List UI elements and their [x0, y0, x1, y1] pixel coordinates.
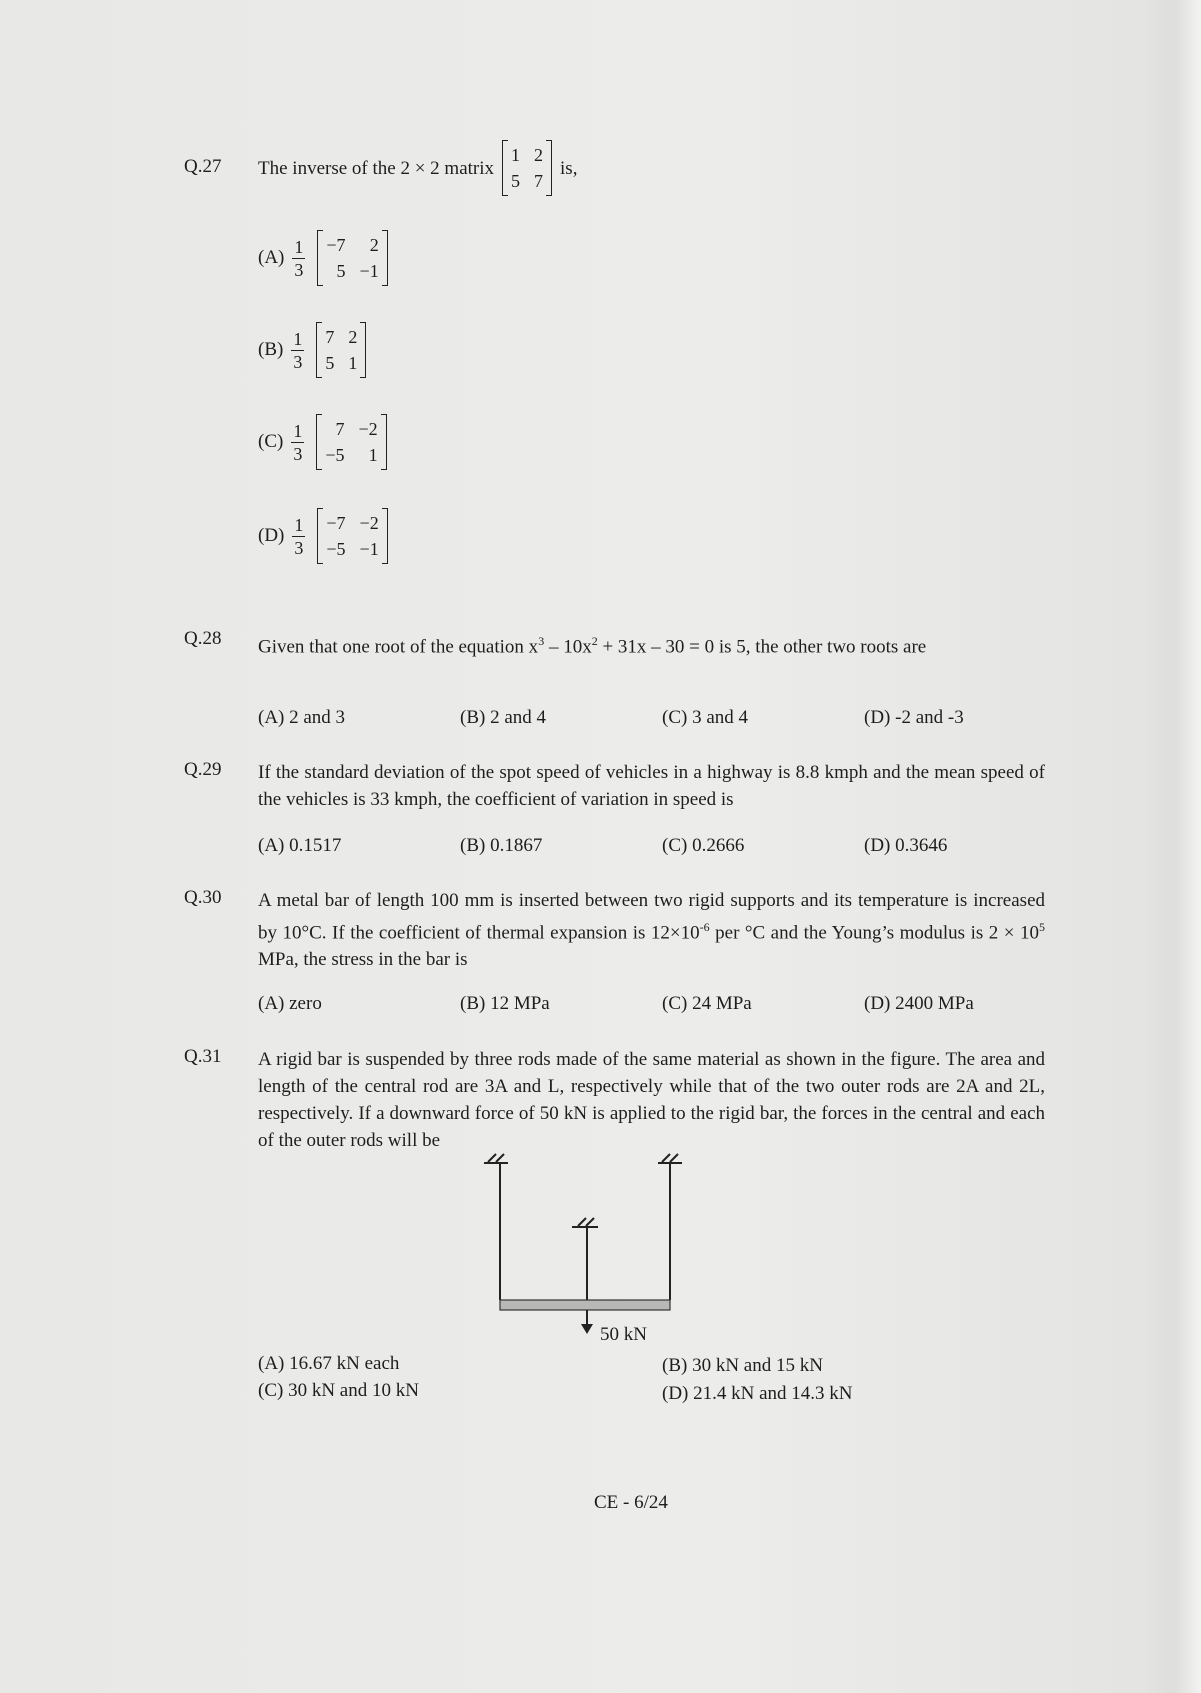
q31-number: Q.31: [184, 1046, 222, 1067]
matrix-cell: 7: [325, 327, 335, 347]
q30-number: Q.30: [184, 887, 222, 908]
q27-text-before: The inverse of the 2 × 2 matrix: [258, 157, 495, 179]
option-label: (C): [258, 431, 284, 452]
fraction-denominator: 3: [293, 351, 303, 372]
q28-exponent: 3: [538, 634, 545, 648]
right-support-hatch: [658, 1154, 682, 1163]
q28-text-part: Given that one root of the equation x: [258, 636, 539, 658]
q28-number: Q.28: [184, 628, 222, 649]
q27-question: [258, 140, 577, 196]
fraction-numerator: 1: [293, 420, 303, 441]
option-matrix: [317, 508, 387, 564]
fraction-numerator: 1: [294, 514, 304, 535]
q27-option-b: [258, 322, 366, 378]
matrix-cell: 1: [511, 145, 521, 165]
q29-number: Q.29: [184, 759, 222, 780]
q30-text: [258, 887, 1045, 973]
q28-text-part: + 31x – 30 = 0 is 5, the other two roots are: [597, 636, 927, 658]
q30-option-c: (C) 24 MPa: [662, 993, 752, 1014]
fraction-denominator: 3: [293, 443, 303, 464]
matrix-cell: −1: [359, 539, 379, 559]
q28-exponent: 2: [591, 634, 598, 648]
q30-text-part: MPa, the stress in the bar is: [258, 949, 468, 971]
matrix-cell: 5: [325, 353, 335, 373]
load-arrow-head: [581, 1324, 593, 1334]
q28-option-b: (B) 2 and 4: [460, 707, 547, 728]
option-label: (B): [258, 339, 284, 360]
q28-option-c: (C) 3 and 4: [662, 707, 749, 728]
option-matrix: [317, 230, 387, 286]
q29-option-a: (A) 0.1517: [258, 835, 342, 856]
matrix-cell: 5: [511, 171, 521, 191]
option-matrix: [316, 414, 386, 470]
q30-exponent: 5: [1039, 920, 1045, 934]
matrix-cell: −2: [359, 513, 379, 533]
page-edge-shadow: [1173, 0, 1201, 1693]
matrix-cell: 2: [369, 235, 379, 255]
matrix-cell: −7: [326, 235, 346, 255]
q30-option-b: (B) 12 MPa: [460, 993, 550, 1014]
q30-option-a: (A) zero: [258, 993, 322, 1014]
q28-text: [258, 628, 1045, 660]
q30-option-d: (D) 2400 MPa: [864, 993, 974, 1014]
q27-option-a: [258, 230, 388, 286]
q30-text-part: per °C and the Young’s modulus is 2 × 10: [709, 922, 1039, 944]
q31-text: A rigid bar is suspended by three rods made of the same material as shown in the figure. The area and length of the central rod are 3A and L, respectively while that of the two outer rods are 2A and 2L, respectively. If a downward force of 50 kN is applied to the rigid bar, the forces in the central and each of the outer rods will be: [258, 1049, 1045, 1151]
page-footer: CE - 6/24: [594, 1492, 668, 1513]
q30-text-part: A metal bar of length 100 mm is inserted between two rigid supports and its temperature is increased by 10°C. If the coefficient of thermal expansion is 12×10: [258, 890, 1045, 944]
q27-text-after: is,: [560, 157, 578, 179]
option-matrix: [316, 322, 366, 378]
q29-text: If the standard deviation of the spot speed of vehicles in a highway is 8.8 kmph and the mean speed of the vehicles is 33 kmph, the coefficient of variation in speed is: [258, 762, 1045, 810]
matrix-cell: 7: [534, 171, 544, 191]
matrix-cell: 7: [335, 419, 345, 439]
fraction: [291, 420, 304, 465]
central-support-hatch: [572, 1218, 598, 1227]
q31-option-c: (C) 30 kN and 10 kN: [258, 1380, 419, 1401]
matrix-cell: 5: [336, 261, 346, 281]
fraction: [292, 236, 305, 281]
q31-option-a: (A) 16.67 kN each: [258, 1353, 400, 1374]
option-label: (D): [258, 525, 285, 546]
q27-option-c: [258, 414, 387, 470]
q28-text-part: – 10x: [544, 636, 592, 658]
fraction: [291, 328, 304, 373]
fraction-numerator: 1: [293, 328, 303, 349]
fraction: [292, 514, 305, 559]
q30-exponent: -6: [699, 920, 710, 934]
matrix-cell: −5: [325, 445, 345, 465]
q29-option-d: (D) 0.3646: [864, 835, 948, 856]
load-label: 50 kN: [600, 1324, 647, 1345]
fraction-denominator: 3: [294, 537, 304, 558]
matrix-cell: −7: [326, 513, 346, 533]
matrix-cell: 1: [348, 353, 358, 373]
rigid-bar: [500, 1300, 670, 1310]
matrix-cell: 2: [534, 145, 544, 165]
matrix-cell: 1: [368, 445, 378, 465]
q28-option-a: (A) 2 and 3: [258, 707, 346, 728]
q29-option-b: (B) 0.1867: [460, 835, 543, 856]
q31-option-d: (D) 21.4 kN and 14.3 kN: [662, 1383, 853, 1404]
q27-number: Q.27: [184, 156, 222, 177]
q31-option-b: (B) 30 kN and 15 kN: [662, 1355, 823, 1376]
option-label: (A): [258, 247, 285, 268]
fraction-denominator: 3: [294, 259, 304, 280]
q29-option-c: (C) 0.2666: [662, 835, 745, 856]
matrix-cell: 2: [348, 327, 358, 347]
rigid-bar-figure: [470, 1150, 710, 1350]
q27-option-d: [258, 508, 388, 564]
left-support-hatch: [484, 1154, 508, 1163]
q27-matrix: [502, 140, 552, 196]
matrix-cell: −2: [358, 419, 378, 439]
matrix-cell: −1: [359, 261, 379, 281]
q28-option-d: (D) -2 and -3: [864, 707, 964, 728]
fraction-numerator: 1: [294, 236, 304, 257]
matrix-cell: −5: [326, 539, 346, 559]
